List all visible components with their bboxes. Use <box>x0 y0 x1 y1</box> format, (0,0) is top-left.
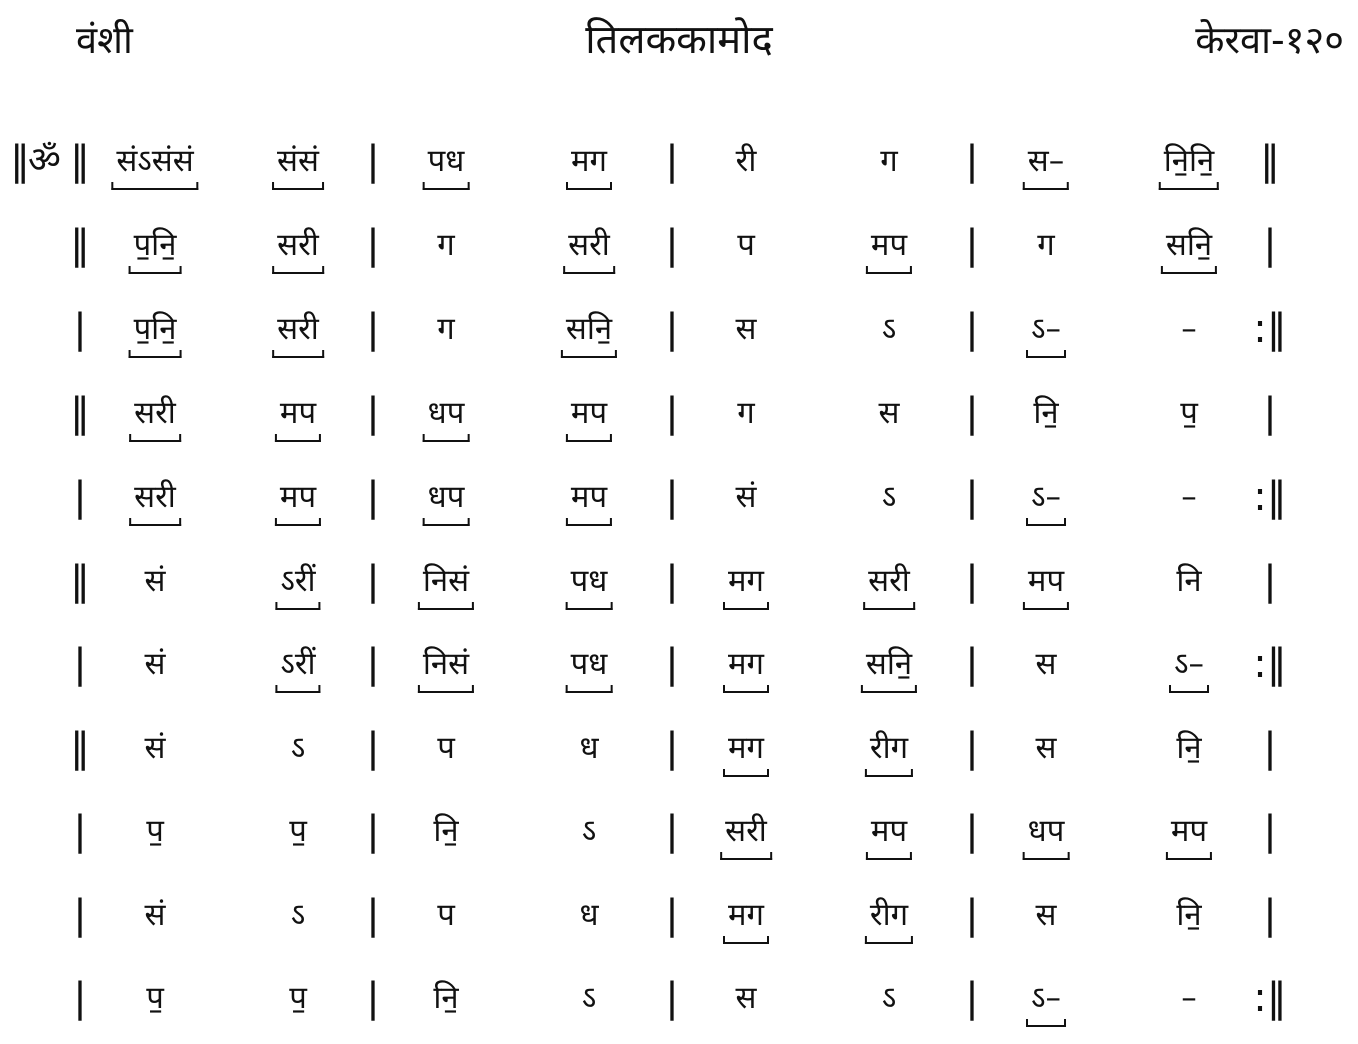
beat-separator: | <box>665 474 679 520</box>
swar-cell <box>146 808 164 854</box>
swar-text: मप <box>870 813 908 849</box>
swar-cell <box>882 975 896 1021</box>
swar-cell <box>868 222 910 268</box>
swar-text: ऽ <box>881 980 897 1016</box>
swar-text: ऽ <box>290 897 306 933</box>
swar-text: मग <box>728 730 764 766</box>
swar-cell <box>131 390 179 436</box>
swar-text: प॒नि॒ <box>133 311 177 347</box>
beat-group-bracket <box>111 182 198 190</box>
beat-separator: | <box>965 975 979 1021</box>
swar-cell <box>1180 390 1198 436</box>
swar-cell <box>1028 474 1064 520</box>
swar-text: सं <box>735 479 757 515</box>
beat-separator: | <box>665 558 679 604</box>
swar-cell <box>425 138 468 184</box>
swar-text: ग <box>437 311 455 347</box>
beat-separator: | <box>965 892 979 938</box>
swar-text: पध <box>570 563 608 599</box>
beat-separator: | <box>665 808 679 854</box>
swar-text: ग <box>880 143 898 179</box>
swar-text: मग <box>728 646 764 682</box>
swar-cell <box>563 306 615 352</box>
closing-barline: ‖ <box>1260 138 1280 184</box>
beat-group-bracket <box>423 182 470 190</box>
swar-cell <box>1033 390 1058 436</box>
opening-barline: ‖ <box>70 138 90 184</box>
swar-text: ऽ– <box>1031 980 1061 1016</box>
beat-separator: | <box>965 138 979 184</box>
swar-text: स– <box>1027 143 1065 179</box>
swar-cell <box>274 138 322 184</box>
swar-cell <box>1181 474 1197 520</box>
swar-cell <box>437 892 455 938</box>
beat-separator: | <box>366 138 380 184</box>
swar-text: ग <box>737 395 755 431</box>
swar-text: स <box>1035 897 1057 933</box>
beat-separator: | <box>965 558 979 604</box>
swar-cell <box>289 975 307 1021</box>
swar-cell <box>1176 725 1201 771</box>
swar-text: स <box>735 311 757 347</box>
swar-cell <box>145 641 166 687</box>
notation-row <box>0 128 1358 198</box>
swar-cell <box>565 222 613 268</box>
swar-cell <box>867 892 911 938</box>
beat-group-bracket <box>418 602 474 610</box>
beat-group-bracket <box>723 936 769 944</box>
swar-cell <box>568 641 611 687</box>
swar-text: प॒ <box>289 813 307 849</box>
beat-group-bracket <box>129 434 181 442</box>
beat-separator: | <box>665 222 679 268</box>
swar-cell <box>879 390 900 436</box>
swar-cell <box>725 725 767 771</box>
swar-text: मप <box>570 479 608 515</box>
swar-cell <box>736 306 757 352</box>
beat-group-bracket <box>423 518 470 526</box>
swar-text: ग <box>1037 227 1055 263</box>
beat-group-bracket <box>1159 182 1219 190</box>
beat-separator: | <box>366 474 380 520</box>
beat-group-bracket <box>861 685 917 693</box>
closing-barline: | <box>1263 725 1277 771</box>
beat-group-bracket <box>272 266 324 274</box>
swar-cell <box>1036 641 1057 687</box>
swar-text: सं <box>144 563 166 599</box>
opening-barline: ‖ <box>70 222 90 268</box>
beat-separator: | <box>366 725 380 771</box>
swar-cell <box>425 474 468 520</box>
swar-text: ऽरीं <box>280 646 316 682</box>
beat-separator: | <box>366 390 380 436</box>
swar-cell <box>725 641 767 687</box>
beat-group-bracket <box>1026 1019 1066 1027</box>
beat-group-bracket <box>566 602 613 610</box>
swar-cell <box>568 558 611 604</box>
swar-text: स <box>878 395 900 431</box>
swar-text: ऽ– <box>1174 646 1204 682</box>
swar-text: ऽरीं <box>280 563 316 599</box>
swar-cell <box>1025 808 1068 854</box>
swar-text: ध <box>579 730 599 766</box>
opening-barline: | <box>73 975 87 1021</box>
swar-cell <box>1036 892 1057 938</box>
swar-cell <box>1168 808 1210 854</box>
beat-group-bracket <box>129 266 182 274</box>
swar-text: सनि॒ <box>1165 227 1213 263</box>
swar-cell <box>868 808 910 854</box>
swar-text: सं <box>144 897 166 933</box>
opening-barline: | <box>73 808 87 854</box>
beat-separator: | <box>665 641 679 687</box>
swar-cell <box>1028 975 1064 1021</box>
swar-text: ऽ <box>581 980 597 1016</box>
swar-cell <box>1025 138 1067 184</box>
swar-text: मप <box>1170 813 1208 849</box>
swar-text: स <box>1035 646 1057 682</box>
beat-group-bracket <box>866 266 912 274</box>
swar-text: सरी <box>277 311 319 347</box>
swar-text: – <box>1181 479 1197 515</box>
beat-separator: | <box>665 306 679 352</box>
swar-text: री <box>735 143 757 179</box>
swar-cell <box>582 808 596 854</box>
swar-text: प॒ <box>289 980 307 1016</box>
swar-cell <box>145 558 166 604</box>
notation-row <box>0 548 1358 618</box>
swar-cell <box>863 641 915 687</box>
beat-group-bracket <box>865 936 913 944</box>
notation-row <box>0 715 1358 785</box>
swar-cell <box>882 306 896 352</box>
swar-text: सं <box>144 730 166 766</box>
swar-text: ग <box>437 227 455 263</box>
swar-text: ध <box>579 897 599 933</box>
swar-cell <box>145 725 166 771</box>
swar-cell <box>131 474 179 520</box>
swar-text: प <box>437 897 455 933</box>
closing-barline: :‖ <box>1253 641 1287 687</box>
beat-group-bracket <box>865 769 913 777</box>
closing-barline: :‖ <box>1253 474 1287 520</box>
closing-barline: | <box>1263 558 1277 604</box>
closing-barline: | <box>1263 222 1277 268</box>
swar-cell <box>722 808 770 854</box>
swar-text: सरी <box>725 813 767 849</box>
swar-cell <box>289 808 307 854</box>
beat-separator: | <box>965 306 979 352</box>
beat-group-bracket <box>1026 350 1066 358</box>
beat-group-bracket <box>1023 852 1070 860</box>
swar-text: मग <box>571 143 607 179</box>
swar-text: ऽ <box>290 730 306 766</box>
beat-separator: | <box>665 975 679 1021</box>
swar-text: नि <box>1176 563 1202 599</box>
swar-cell <box>725 558 767 604</box>
beat-group-bracket <box>1169 685 1209 693</box>
swar-cell <box>437 725 455 771</box>
opening-barline: ‖ <box>70 558 90 604</box>
beat-group-bracket <box>1166 852 1212 860</box>
beat-group-bracket <box>423 434 470 442</box>
swar-cell <box>725 892 767 938</box>
swar-text: मप <box>870 227 908 263</box>
swar-text: ऽ <box>881 479 897 515</box>
swar-cell <box>568 390 610 436</box>
swar-cell <box>1176 892 1201 938</box>
beat-group-bracket <box>418 685 474 693</box>
swar-cell <box>437 306 454 352</box>
swar-cell <box>1161 138 1217 184</box>
swar-cell <box>1028 306 1064 352</box>
beat-group-bracket <box>723 685 769 693</box>
beat-separator: | <box>665 725 679 771</box>
swar-text: मप <box>279 395 317 431</box>
beat-separator: | <box>366 222 380 268</box>
swar-text: पध <box>427 143 465 179</box>
swar-text: मप <box>279 479 317 515</box>
swar-cell <box>437 222 454 268</box>
swar-text: रीग <box>869 897 909 933</box>
taal-label: केरवा-१२० <box>1195 18 1344 62</box>
notation-row <box>0 965 1358 1035</box>
swar-text: – <box>1181 980 1197 1016</box>
swar-text: मप <box>1027 563 1065 599</box>
swar-text: प <box>437 730 455 766</box>
swar-text: स <box>1035 730 1057 766</box>
closing-barline: :‖ <box>1253 975 1287 1021</box>
swar-cell <box>865 558 913 604</box>
swar-text: सरी <box>277 227 319 263</box>
swar-cell <box>568 138 610 184</box>
opening-barline: | <box>73 641 87 687</box>
beat-separator: | <box>965 641 979 687</box>
swar-cell <box>1163 222 1215 268</box>
notation-row <box>0 212 1358 282</box>
swar-cell <box>420 641 472 687</box>
swar-cell <box>274 306 322 352</box>
opening-barline: ‖ <box>70 725 90 771</box>
swar-text: सरी <box>134 395 176 431</box>
swar-cell <box>433 808 458 854</box>
notation-row <box>0 882 1358 952</box>
beat-separator: | <box>965 390 979 436</box>
swar-text: प॒ <box>1180 395 1198 431</box>
notation-row <box>0 380 1358 450</box>
notation-row <box>0 296 1358 366</box>
swar-cell <box>882 474 896 520</box>
beat-group-bracket <box>863 602 915 610</box>
swar-cell <box>291 892 305 938</box>
notation-row <box>0 464 1358 534</box>
swar-text: ऽ– <box>1031 479 1061 515</box>
swar-cell <box>579 725 598 771</box>
swar-text: मग <box>728 897 764 933</box>
beat-separator: | <box>366 892 380 938</box>
beat-group-bracket <box>129 350 182 358</box>
swar-text: सरी <box>568 227 610 263</box>
beat-group-bracket <box>566 434 612 442</box>
swar-cell <box>131 306 180 352</box>
swar-cell <box>433 975 458 1021</box>
swar-cell <box>274 222 322 268</box>
beat-separator: | <box>366 975 380 1021</box>
beat-group-bracket <box>129 518 181 526</box>
swar-cell <box>291 725 305 771</box>
swar-text: धप <box>1027 813 1065 849</box>
beat-separator: | <box>965 474 979 520</box>
swar-cell <box>145 892 166 938</box>
swar-text: स <box>735 980 757 1016</box>
swar-cell <box>582 975 596 1021</box>
closing-barline: | <box>1263 808 1277 854</box>
swar-text: नि॒नि॒ <box>1163 143 1215 179</box>
opening-barline: ‖ <box>70 390 90 436</box>
swar-text: नि॒ <box>433 980 459 1016</box>
swar-text: मप <box>570 395 608 431</box>
swar-cell <box>277 641 318 687</box>
beat-group-bracket <box>272 350 324 358</box>
swar-cell <box>277 558 318 604</box>
closing-barline: :‖ <box>1253 306 1287 352</box>
swar-cell <box>1181 975 1197 1021</box>
swar-text: नि॒ <box>1033 395 1059 431</box>
beat-separator: | <box>965 222 979 268</box>
beat-separator: | <box>366 641 380 687</box>
swar-cell <box>1036 725 1057 771</box>
swar-cell <box>277 390 319 436</box>
swar-cell <box>1025 558 1067 604</box>
swar-text: नि॒ <box>433 813 459 849</box>
beat-group-bracket <box>720 852 772 860</box>
swar-text: ऽ <box>881 311 897 347</box>
swar-cell <box>277 474 319 520</box>
swar-cell <box>579 892 598 938</box>
beat-group-bracket <box>1026 518 1066 526</box>
swar-text: रीग <box>869 730 909 766</box>
beat-separator: | <box>965 725 979 771</box>
swar-text: नि॒ <box>1176 730 1202 766</box>
notation-row <box>0 798 1358 868</box>
swar-text: निसं <box>422 646 470 682</box>
swar-text: ऽ <box>581 813 597 849</box>
swar-text: प॒नि॒ <box>133 227 177 263</box>
instrument-label: वंशी <box>76 18 133 62</box>
swar-cell <box>568 474 610 520</box>
swar-cell <box>146 975 164 1021</box>
swar-cell <box>880 138 897 184</box>
swar-text: नि॒ <box>1176 897 1202 933</box>
beat-separator: | <box>366 306 380 352</box>
swar-text: प॒ <box>146 813 164 849</box>
beat-group-bracket <box>1023 182 1069 190</box>
beat-separator: | <box>366 808 380 854</box>
beat-group-bracket <box>566 685 613 693</box>
closing-barline: | <box>1263 390 1277 436</box>
swar-text: मग <box>728 563 764 599</box>
beat-group-bracket <box>275 518 321 526</box>
swar-text: धप <box>427 395 465 431</box>
beat-group-bracket <box>723 769 769 777</box>
closing-barline: | <box>1263 892 1277 938</box>
swar-text: सं <box>144 646 166 682</box>
beat-group-bracket <box>566 182 612 190</box>
swar-text: सरी <box>134 479 176 515</box>
opening-barline: | <box>73 474 87 520</box>
swar-cell <box>131 222 180 268</box>
beat-group-bracket <box>272 182 324 190</box>
beat-separator: | <box>665 390 679 436</box>
beat-group-bracket <box>1023 602 1069 610</box>
swar-cell <box>737 390 754 436</box>
swar-text: ऽ– <box>1031 311 1061 347</box>
swar-cell <box>1181 306 1197 352</box>
swar-cell <box>736 138 757 184</box>
swar-text: प॒ <box>146 980 164 1016</box>
swar-text: संऽसंसं <box>116 143 194 179</box>
swar-text: सरी <box>868 563 910 599</box>
beat-group-bracket <box>275 602 320 610</box>
beat-group-bracket <box>561 350 617 358</box>
beat-group-bracket <box>723 602 769 610</box>
swar-cell <box>867 725 911 771</box>
swar-text: धप <box>427 479 465 515</box>
swar-text: संसं <box>277 143 319 179</box>
beat-group-bracket <box>566 518 612 526</box>
double-barline: ‖ <box>10 138 30 184</box>
swar-cell <box>420 558 472 604</box>
raga-title: तिलककामोद <box>585 17 773 63</box>
beat-separator: | <box>665 892 679 938</box>
swar-cell <box>425 390 468 436</box>
swar-text: पध <box>570 646 608 682</box>
swar-cell <box>113 138 196 184</box>
swar-text: सनि॒ <box>865 646 913 682</box>
notation-row <box>0 631 1358 701</box>
beat-group-bracket <box>563 266 615 274</box>
beat-separator: | <box>665 138 679 184</box>
opening-barline: | <box>73 892 87 938</box>
swar-cell <box>737 222 755 268</box>
beat-group-bracket <box>1161 266 1217 274</box>
swar-cell <box>1176 558 1201 604</box>
swar-cell <box>736 474 757 520</box>
swar-cell <box>1171 641 1207 687</box>
om-symbol: ॐ <box>28 140 61 181</box>
swar-text: प <box>737 227 755 263</box>
swar-cell <box>736 975 757 1021</box>
swar-text: निसं <box>422 563 470 599</box>
beat-group-bracket <box>275 434 321 442</box>
beat-separator: | <box>965 808 979 854</box>
beat-separator: | <box>366 558 380 604</box>
swar-text: – <box>1181 311 1197 347</box>
swar-cell <box>1037 222 1054 268</box>
beat-group-bracket <box>866 852 912 860</box>
swar-text: सनि॒ <box>565 311 613 347</box>
opening-barline: | <box>73 306 87 352</box>
beat-group-bracket <box>275 685 320 693</box>
